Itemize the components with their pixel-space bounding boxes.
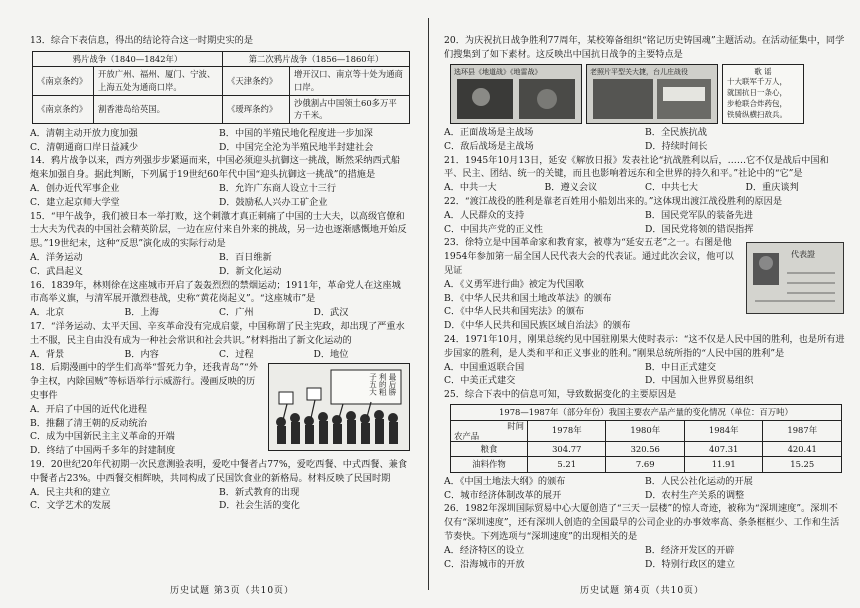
options <box>444 278 734 333</box>
question-26 <box>444 502 846 571</box>
value-cell: 15.25 <box>763 457 842 473</box>
material-row <box>450 64 846 124</box>
option-a[interactable]: A．背景 <box>30 348 65 360</box>
option-c[interactable]: C．中美正式建交 <box>444 375 516 387</box>
option-d[interactable]: D．中国加入世界贸易组织 <box>645 375 754 387</box>
table-cell: 《南京条约》 <box>33 67 94 95</box>
question-20 <box>444 34 846 154</box>
option-c[interactable]: C．建立起京师大学堂 <box>30 196 120 208</box>
value-cell: 7.69 <box>606 457 684 473</box>
option-a[interactable]: A．创办近代军事企业 <box>30 183 120 195</box>
poem-line: 步枪联合炸药包， <box>727 99 787 109</box>
option-d[interactable]: D．国民党将领的错误指挥 <box>645 223 754 235</box>
question-stem: 13．综合下表信息，得出的结论符合这一时期史实的是 <box>30 35 254 46</box>
value-cell: 420.41 <box>763 441 842 457</box>
options <box>444 475 846 503</box>
value-cell: 304.77 <box>528 441 606 457</box>
option-b[interactable]: B．遵义会议 <box>544 182 598 194</box>
page-footer: 历史试题 第3页（共10页） <box>170 585 295 596</box>
question-22 <box>444 195 846 236</box>
question-stem: 21．1945年10月13日，延安《解放日报》发表社论“抗战胜利以后，……它不仅是战后中国和平、民主、团结、统一的关键，而且也影响着远东和全世界的持久和平。”社论中的“它”是 <box>444 154 829 180</box>
option-b[interactable]: B．中国的半殖民地化程度进一步加深 <box>219 127 373 139</box>
question-15 <box>30 210 408 279</box>
year-header: 1978年 <box>528 420 606 441</box>
question-stem: 16．1839年，林则徐在这座城市开启了轰轰烈烈的禁烟运动；1911年，革命党人在这座城市高举义旗，与清军展开激烈巷战，史称“黄花岗起义”。“这座城市”是 <box>30 279 401 305</box>
options <box>444 181 846 195</box>
question-stem: 22．“渡江战役的胜利是靠老百姓用小船划出来的。”这体现出渡江战役胜利的原因是 <box>444 195 783 207</box>
options <box>30 348 408 362</box>
option-c[interactable]: C．过程 <box>219 348 254 360</box>
question-stem: 15．“甲午战争，我们被日本一举打败，这个刺激才真正刺痛了中国的士大夫，以高级官僚和士大夫为代表的中国社会精英阶层，一边在应付来自外来的挑战，另一边也逐渐感慨地开始反思。”19世纪末，这种“反思”演化成的实际行动是 <box>30 210 407 250</box>
table-row <box>451 457 842 473</box>
folk-song-box <box>722 64 804 124</box>
question-stem: 26．1982年深圳国际贸易中心大厦创造了“三天一层楼”的惊人奇迹，被称为“深圳速度”。深圳不仅有“深圳速度”，还有深圳人创造的全国最早的公司企业的办事效率高、条条框框少、工作和生活节奏快。下列选项与“深圳速度”的出现相关的是 <box>444 503 840 543</box>
card-title: 代表證 <box>791 250 815 260</box>
option-b[interactable]: B．上海 <box>124 307 159 319</box>
option-a[interactable]: A．人民群众的支持 <box>444 209 525 221</box>
option-b[interactable]: B．百日维新 <box>219 252 272 264</box>
question-stem: 18．后期漫画中的学生们高举“誓死力争，还我青岛”“外争主权，内除国贼”等标语举行示威游行。漫画反映的历史事件 <box>30 362 258 401</box>
option-d[interactable]: D．终结了中国两千多年的封建制度 <box>30 445 176 457</box>
option-b[interactable]: B．全民族抗战 <box>645 126 707 138</box>
option-d[interactable]: D．特别行政区的建立 <box>645 558 736 570</box>
option-a[interactable]: A．《义勇军进行曲》被定为代国歌 <box>444 278 584 290</box>
farm-output-table <box>450 404 842 473</box>
table-cell: 《南京条约》 <box>33 95 94 123</box>
options <box>444 126 846 154</box>
question-14 <box>30 154 408 209</box>
poem-title: 歌 谣 <box>754 66 772 76</box>
table-cell: 开放广州、福州、厦门、宁波、上海五处为通商口岸。 <box>94 67 223 95</box>
options <box>444 544 846 572</box>
year-header: 1987年 <box>763 420 842 441</box>
option-b[interactable]: B．新式教育的出现 <box>219 486 300 498</box>
option-c[interactable]: C．城市经济体制改革的展开 <box>444 489 562 501</box>
value-cell: 320.56 <box>606 441 684 457</box>
value-cell: 407.31 <box>684 441 762 457</box>
table-header: 第二次鸦片战争（1856—1860年） <box>223 51 410 67</box>
treaty-table <box>32 51 410 124</box>
poster-old-photos <box>586 64 718 124</box>
option-a[interactable]: A．正面战场是主战场 <box>444 126 534 138</box>
table-cell: 《天津条约》 <box>223 67 290 95</box>
question-stem: 14．鸦片战争以来，西方列强步步紧逼而来，中国必须迎头抗御这一挑战，断然采纳西式船炮来加强自身。据此判断，下列属于19世纪60年代中国“迎头抗御这一挑战”的措施是 <box>30 155 401 181</box>
option-b[interactable]: B．经济开发区的开辟 <box>645 544 735 556</box>
option-d[interactable]: D．农村生产关系的调整 <box>645 489 745 501</box>
table-cell: 增开汉口、南京等十处为通商口岸。 <box>290 67 410 95</box>
poem-line: 铁骑纵横扫敌兵。 <box>727 110 787 120</box>
option-a[interactable]: A．中共一大 <box>444 182 497 194</box>
options <box>30 251 408 279</box>
delegate-card <box>746 242 844 314</box>
product-name: 油料作物 <box>451 457 528 473</box>
table-row <box>451 441 842 457</box>
option-c[interactable]: C．武昌起义 <box>30 265 83 277</box>
option-d[interactable]: D．社会生活的变化 <box>219 500 300 512</box>
option-c[interactable]: C．成为中国新民主主义革命的开端 <box>30 431 175 443</box>
question-stem: 19．20世纪20年代初期一次民意测验表明，爱吃中餐者占77%，爱吃西餐、中式西餐、兼食中餐者占23%。中西餐交相辉映，共同构成了民国饮食业的新格局。材料反映了民国时期 <box>30 458 408 484</box>
option-d[interactable]: D．《中华人民共和国民族区域自治法》的颁布 <box>444 320 631 332</box>
table-title: 1978—1987年（部分年份）我国主要农产品产量的变化情况（单位：百万吨） <box>451 404 842 420</box>
options <box>30 182 408 210</box>
question-18 <box>30 361 408 458</box>
option-b[interactable]: B．人民公社化运动的开展 <box>645 475 753 487</box>
option-d[interactable]: D．新文化运动 <box>219 265 282 277</box>
poem-line: 十大联军千万人， <box>727 77 787 87</box>
question-24 <box>444 333 846 388</box>
question-17 <box>30 320 408 361</box>
question-23 <box>444 236 846 333</box>
option-b[interactable]: B．推翻了清王朝的反动统治 <box>30 417 148 429</box>
table-header: 鸦片战争（1840—1842年） <box>33 51 223 67</box>
option-c[interactable]: C．敌后战场是主战场 <box>444 140 534 152</box>
year-header: 1980年 <box>606 420 684 441</box>
year-header: 1984年 <box>684 420 762 441</box>
table-cell: 沙俄割占中国领土60多万平方千米。 <box>290 95 410 123</box>
table-corner <box>451 420 528 441</box>
option-b[interactable]: B．内容 <box>124 348 159 360</box>
option-a[interactable]: A．开启了中国的近代化进程 <box>30 403 147 415</box>
page-footer: 历史试题 第4页（共10页） <box>580 585 705 596</box>
option-d[interactable]: D．武汉 <box>313 307 349 319</box>
option-c[interactable]: C．沿海城市的开放 <box>444 558 525 570</box>
option-a[interactable]: A．洋务运动 <box>30 252 83 264</box>
question-stem: 25．综合下表中的信息可知，导致数据变化的主要原因是 <box>444 389 677 401</box>
option-a[interactable]: A．清朝主动开放力度加强 <box>30 127 138 139</box>
option-c[interactable]: C．《中华人民共和国宪法》的颁布 <box>444 306 585 318</box>
question-25 <box>444 388 846 502</box>
option-c[interactable]: C．中国共产党的正义性 <box>444 223 543 235</box>
option-a[interactable]: A．《中国土地法大纲》的颁布 <box>444 475 566 487</box>
question-13 <box>30 34 408 154</box>
question-stem: 24．1971年10月，刚果总统约见中国驻刚果大使时表示：“这不仅是人民中国的胜利，也是所有进步国家的胜利，是人类和平和正义事业的胜利。”刚果总统所指的“人民中国的胜利”是 <box>444 333 845 359</box>
options <box>30 306 408 320</box>
value-cell: 5.21 <box>528 457 606 473</box>
question-stem: 23．徐特立是中国革命家和教育家，被尊为“延安五老”之一。右图是他1954年参加第一届全国人民代表大会的代表证。通过此次会议，他可以见证 <box>444 237 734 276</box>
question-stem: 17．“洋务运动、太平天国、辛亥革命没有完成启蒙，中国称谓了民主宪政，却出现了严重水土不服，民主自由没有成为一种社会常识和社会共识。”材料指出了新文化运动的 <box>30 321 405 346</box>
corner-time: 时间 <box>507 420 524 431</box>
option-b[interactable]: B．允许广东商人设立十三行 <box>219 183 337 195</box>
options <box>30 127 408 155</box>
poem-line: 就国抗日一条心， <box>727 88 787 98</box>
question-16 <box>30 279 408 320</box>
product-name: 粮食 <box>451 441 528 457</box>
cartoon-caption: 最后勝利的粗子五大 <box>368 373 397 396</box>
option-a[interactable]: A．经济特区的设立 <box>444 544 525 556</box>
options <box>30 486 408 514</box>
option-a[interactable]: A．北京 <box>30 307 65 319</box>
option-d[interactable]: D．中国完全沦为半殖民地半封建社会 <box>219 141 374 153</box>
poster-tunnel-war <box>450 64 582 124</box>
option-d[interactable]: D．地位 <box>313 348 349 360</box>
option-d[interactable]: D．重庆谈判 <box>745 182 799 194</box>
options <box>30 403 258 458</box>
poster-caption: 老照片平型关大捷，台儿庄战役 <box>590 67 688 76</box>
option-b[interactable]: B．中日正式建交 <box>645 361 717 373</box>
right-page <box>430 0 860 608</box>
option-a[interactable]: A．民主共和的建立 <box>30 486 111 498</box>
option-b[interactable]: B．国民党军队的装备先进 <box>645 209 753 221</box>
value-cell: 11.91 <box>684 457 762 473</box>
option-c[interactable]: C．广州 <box>219 307 254 319</box>
option-c[interactable]: C．中共七大 <box>645 182 698 194</box>
option-d[interactable]: D．持续时间长 <box>645 140 708 152</box>
options <box>444 209 846 237</box>
table-cell: 《瑷珲条约》 <box>223 95 290 123</box>
protest-cartoon <box>268 363 410 451</box>
question-stem: 20．为庆祝抗日战争胜利77周年，某校筹备组织“铭记历史铸国魂”主题活动。在活动征集中，同学们搜集到了如下素材。这反映出中国抗日战争的主要特点是 <box>444 35 845 60</box>
option-b[interactable]: B．《中华人民共和国土地改革法》的颁布 <box>444 292 612 304</box>
option-a[interactable]: A．中国重返联合国 <box>444 361 525 373</box>
question-19 <box>30 458 408 513</box>
table-cell: 割香港岛给英国。 <box>94 95 223 123</box>
corner-product: 农产品 <box>454 430 480 441</box>
options <box>444 361 846 389</box>
option-d[interactable]: D．鼓励私人兴办工矿企业 <box>219 196 328 208</box>
poster-caption: 选环县《地道战》《地雷战》 <box>454 67 542 76</box>
question-21 <box>444 154 846 195</box>
option-c[interactable]: C．清朝通商口岸日益减少 <box>30 141 139 153</box>
option-c[interactable]: C．文学艺术的发展 <box>30 500 111 512</box>
